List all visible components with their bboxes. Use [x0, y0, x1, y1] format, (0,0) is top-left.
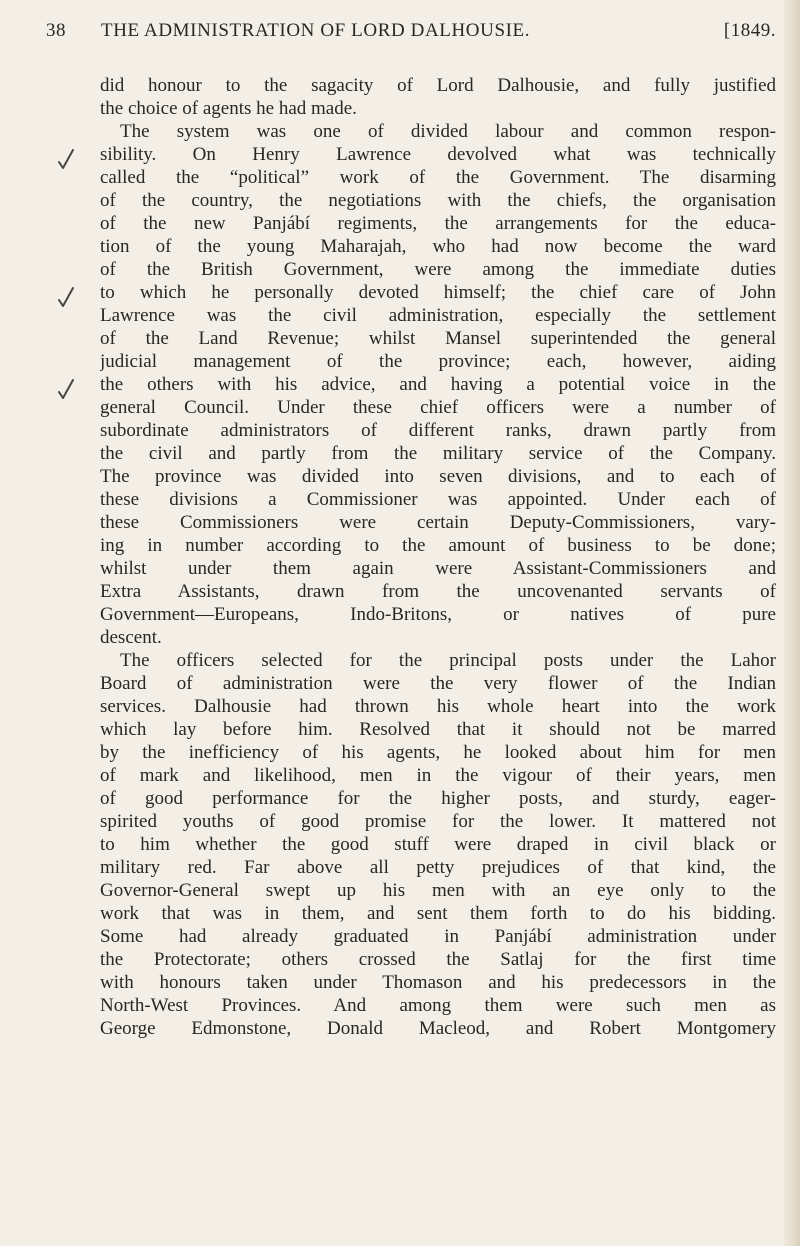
text-line: general Council. Under these chief officers were a number of	[100, 397, 776, 418]
page-number: 38	[46, 20, 66, 41]
text-line: the Protectorate; others crossed the Satlaj for the first time	[100, 949, 776, 970]
page-edge-shadow	[784, 0, 800, 1246]
page-header	[46, 20, 776, 50]
text-line: The system was one of divided labour and common respon-	[120, 121, 776, 142]
text-line: The province was divided into seven divisions, and to each of	[100, 466, 776, 487]
text-line: whilst under them again were Assistant-Commissioners and	[100, 558, 776, 579]
text-line: judicial management of the province; each, however, aiding	[100, 351, 776, 372]
text-line: of the Land Revenue; whilst Mansel superintended the general	[100, 328, 776, 349]
text-line: Governor-General swept up his men with an eye only to the	[100, 880, 776, 901]
text-line: of the new Panjábí regiments, the arrangements for the educa-	[100, 213, 776, 234]
text-line: Some had already graduated in Panjábí administration under	[100, 926, 776, 947]
text-line: George Edmonstone, Donald Macleod, and Robert Montgomery	[100, 1018, 776, 1039]
checkmark-icon	[56, 377, 76, 401]
text-line: which lay before him. Resolved that it should not be marred	[100, 719, 776, 740]
text-line: of the country, the negotiations with the chiefs, the organisation	[100, 190, 776, 211]
text-line: the civil and partly from the military service of the Company.	[100, 443, 776, 464]
text-line: subordinate administrators of different ranks, drawn partly from	[100, 420, 776, 441]
header-year: [1849.	[723, 20, 776, 41]
text-line: ing in number according to the amount of business to be done;	[100, 535, 776, 556]
text-line: work that was in them, and sent them forth to do his bidding.	[100, 903, 776, 924]
text-line: by the inefficiency of his agents, he looked about him for men	[100, 742, 776, 763]
text-line: The officers selected for the principal posts under the Lahor	[120, 650, 776, 671]
text-line: tion of the young Maharajah, who had now become the ward	[100, 236, 776, 257]
checkmark-icon	[56, 285, 76, 309]
text-line: Extra Assistants, drawn from the uncovenanted servants of	[100, 581, 776, 602]
text-line: spirited youths of good promise for the lower. It mattered not	[100, 811, 776, 832]
text-line: the choice of agents he had made.	[100, 98, 357, 119]
text-line: did honour to the sagacity of Lord Dalhousie, and fully justified	[100, 75, 776, 96]
text-line: of mark and likelihood, men in the vigour of their years, men	[100, 765, 776, 786]
text-line: Government—Europeans, Indo-Britons, or natives of pure	[100, 604, 776, 625]
text-line: descent.	[100, 627, 162, 648]
text-line: called the “political” work of the Government. The disarming	[100, 167, 776, 188]
text-line: of good performance for the higher posts, and sturdy, eager-	[100, 788, 776, 809]
text-line: military red. Far above all petty prejudices of that kind, the	[100, 857, 776, 878]
text-line: these Commissioners were certain Deputy-Commissioners, vary-	[100, 512, 776, 533]
checkmark-icon	[56, 147, 76, 171]
text-line: the others with his advice, and having a potential voice in the	[100, 374, 776, 395]
text-line: services. Dalhousie had thrown his whole heart into the work	[100, 696, 776, 717]
text-line: sibility. On Henry Lawrence devolved what was technically	[100, 144, 776, 165]
text-line: Lawrence was the civil administration, especially the settlement	[100, 305, 776, 326]
text-line: to him whether the good stuff were draped in civil black or	[100, 834, 776, 855]
text-line: North-West Provinces. And among them were such men as	[100, 995, 776, 1016]
text-line: with honours taken under Thomason and his predecessors in the	[100, 972, 776, 993]
running-head: THE ADMINISTRATION OF LORD DALHOUSIE.	[101, 20, 531, 41]
text-line: Board of administration were the very flower of the Indian	[100, 673, 776, 694]
text-line: of the British Government, were among the immediate duties	[100, 259, 776, 280]
text-line: these divisions a Commissioner was appointed. Under each of	[100, 489, 776, 510]
body-text	[100, 74, 776, 1040]
text-line: to which he personally devoted himself; the chief care of John	[100, 282, 776, 303]
